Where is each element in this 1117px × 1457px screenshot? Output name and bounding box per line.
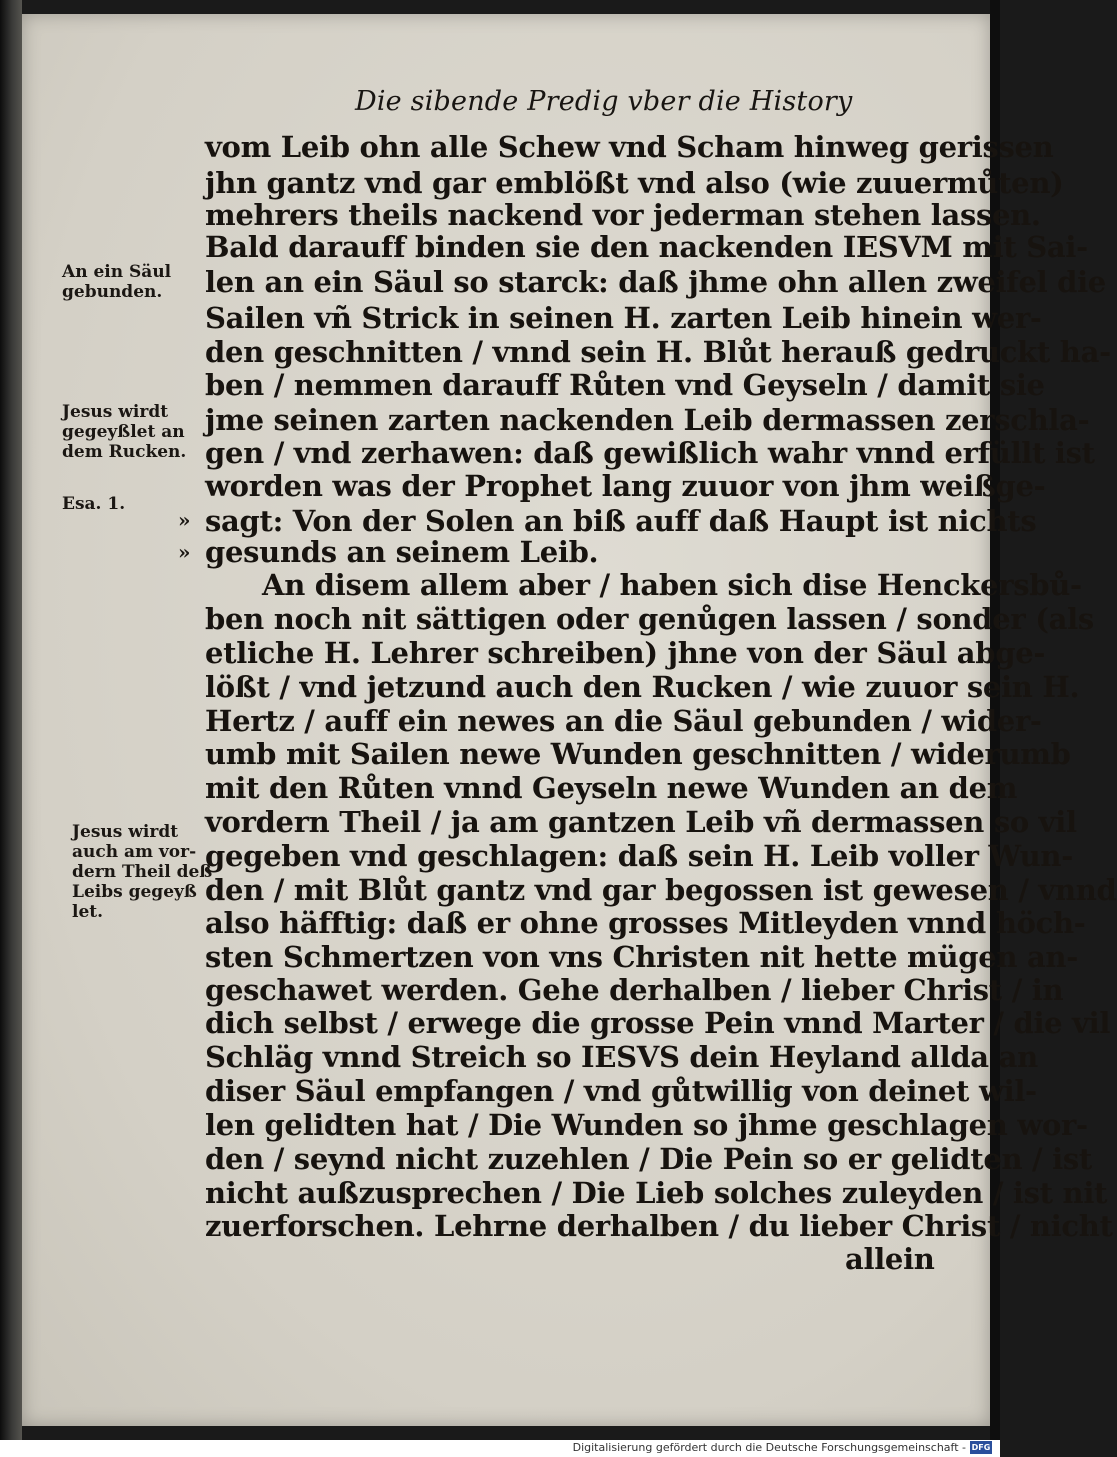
margin-note-line: Leibs gegeyß — [72, 882, 197, 902]
text-line: worden was der Prophet lang zuuor von jhm weißge- — [205, 469, 1046, 503]
scan-left-edge — [0, 0, 22, 1440]
text-line: gen / vnd zerhawen: daß gewißlich wahr vnnd erfüllt ist — [205, 436, 1095, 470]
text-line: ben noch nit sättigen oder genůgen lassen / sonder (als — [205, 602, 1094, 636]
quotation-mark: » — [178, 508, 191, 532]
margin-note-line: dern Theil deß — [72, 862, 213, 882]
margin-note — [62, 494, 125, 514]
margin-note-line: let. — [72, 902, 104, 922]
text-line: vom Leib ohn alle Schew vnd Scham hinweg gerissen — [205, 130, 1054, 164]
text-line: gesunds an seinem Leib. — [205, 535, 599, 569]
text-line: den geschnitten / vnnd sein H. Blůt herauß gedruckt ha- — [205, 335, 1111, 369]
margin-note-line: Jesus wirdt — [62, 402, 169, 422]
text-line: etliche H. Lehrer schreiben) jhne von der Säul abge- — [205, 636, 1046, 670]
text-line: mit den Růten vnnd Geyseln newe Wunden an dem — [205, 771, 1018, 805]
dfg-logo: DFG — [971, 1443, 991, 1452]
text-line: lößt / vnd jetzund auch den Rucken / wie zuuor sein H. — [205, 670, 1080, 704]
quotation-mark: » — [178, 540, 191, 564]
text-line: sten Schmertzen von vns Christen nit hette mügen an- — [205, 940, 1078, 974]
text-line: Schläg vnnd Streich so IESVS dein Heyland allda an — [205, 1040, 1038, 1074]
text-line: geschawet werden. Gehe derhalben / lieber Christ / in — [205, 973, 1064, 1007]
text-line: Bald darauff binden sie den nackenden IESVM mit Sai- — [205, 230, 1088, 264]
catchword: allein — [845, 1242, 935, 1276]
margin-note-line: Jesus wirdt — [72, 822, 179, 842]
text-line: diser Säul empfangen / vnd gůtwillig von deinet wil- — [205, 1074, 1037, 1108]
margin-note-line: dem Rucken. — [62, 442, 187, 462]
margin-note — [62, 262, 171, 302]
margin-note-line: An ein Säul — [62, 262, 172, 282]
running-head: Die sibende Predig vber die History — [355, 86, 853, 117]
text-line: jme seinen zarten nackenden Leib dermassen zerschla- — [205, 403, 1090, 437]
text-line: vordern Theil / ja am gantzen Leib vñ dermassen so vil — [205, 805, 1077, 839]
margin-note-line: gebunden. — [62, 282, 163, 302]
text-line: An disem allem aber / haben sich dise Henckersbů- — [262, 568, 1082, 602]
text-line: den / seynd nicht zuzehlen / Die Pein so er gelidten / ist — [205, 1142, 1092, 1176]
margin-note-line: gegeyßlet an — [62, 422, 185, 442]
margin-note-line: auch am vor- — [72, 842, 197, 862]
text-line: Hertz / auff ein newes an die Säul gebunden / wider- — [205, 704, 1042, 738]
text-line: jhn gantz vnd gar emblößt vnd also (wie zuuermůten) — [205, 166, 1064, 200]
text-line: len an ein Säul so starck: daß jhme ohn allen zweifel die — [205, 265, 1106, 299]
text-line: zuerforschen. Lehrne derhalben / du lieber Christ / nicht — [205, 1209, 1113, 1243]
text-line: mehrers theils nackend vor jederman stehen lassen. — [205, 198, 1041, 232]
text-line: gegeben vnd geschlagen: daß sein H. Leib voller Wun- — [205, 839, 1073, 873]
margin-note — [72, 822, 212, 922]
text-line: dich selbst / erwege die grosse Pein vnnd Marter / die vil — [205, 1006, 1111, 1040]
text-line: umb mit Sailen newe Wunden geschnitten / widerumb — [205, 737, 1071, 771]
text-line: ben / nemmen darauff Růten vnd Geyseln / damit sie — [205, 368, 1045, 402]
text-line: also häfftig: daß er ohne grosses Mitleyden vnnd höch- — [205, 906, 1086, 940]
margin-note-line: Esa. 1. — [62, 494, 126, 514]
text-line: sagt: Von der Solen an biß auff daß Haupt ist nichts — [205, 504, 1037, 538]
margin-note — [62, 402, 186, 462]
text-line: len gelidten hat / Die Wunden so jhme geschlagen wor- — [205, 1108, 1088, 1142]
text-line: Sailen vñ Strick in seinen H. zarten Leib hinein wer- — [205, 301, 1042, 335]
digitization-credit: Digitalisierung gefördert durch die Deutsche Forschungsgemeinschaft - — [572, 1441, 966, 1454]
text-line: nicht außzusprechen / Die Lieb solches zuleyden / ist nit — [205, 1176, 1108, 1210]
text-line: den / mit Blůt gantz vnd gar begossen ist gewesen / vnnd — [205, 873, 1117, 907]
